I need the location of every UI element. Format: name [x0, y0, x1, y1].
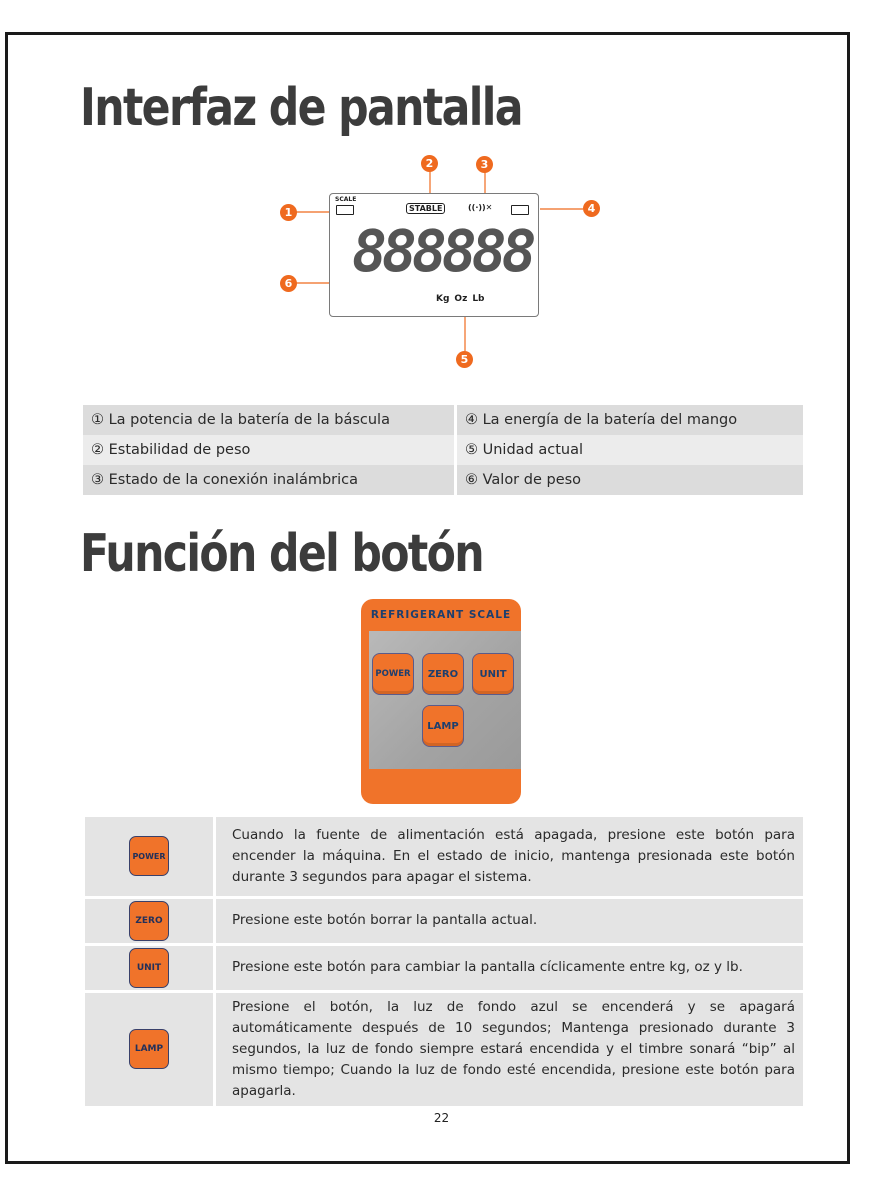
function-icon-cell — [85, 944, 215, 991]
legend-row — [83, 465, 803, 495]
button-function-table — [85, 817, 803, 1106]
unit-oz: Oz — [454, 294, 468, 304]
lamp-button-icon: LAMP — [129, 1029, 169, 1069]
legend-row — [83, 405, 803, 435]
function-description: Presione este botón para cambiar la pantalla cíclicamente entre kg, oz y lb. — [215, 944, 804, 991]
legend-item-5: ⑤ Unidad actual — [456, 435, 804, 465]
legend-item-6: ⑥ Valor de peso — [456, 465, 804, 495]
power-button-icon: POWER — [129, 836, 169, 876]
unit-labels — [436, 294, 485, 304]
scale-device-illustration — [361, 599, 521, 804]
unit-button-icon: UNIT — [129, 948, 169, 988]
unit-kg: Kg — [436, 294, 450, 304]
section-title-button-function: Función del botón — [80, 524, 483, 584]
device-unit-button: UNIT — [472, 653, 514, 695]
device-power-button: POWER — [372, 653, 414, 695]
legend-row — [83, 435, 803, 465]
callout-6: 6 — [280, 275, 297, 292]
callout-2: 2 — [421, 155, 438, 172]
lcd-legend-table — [83, 405, 803, 495]
legend-item-4: ④ La energía de la batería del mango — [456, 405, 804, 435]
function-icon-cell — [85, 991, 215, 1106]
stable-label: STABLE — [406, 203, 445, 214]
section-title-display-interface: Interfaz de pantalla — [80, 78, 522, 138]
zero-button-icon: ZERO — [129, 901, 169, 941]
function-row — [85, 991, 803, 1106]
unit-lb: Lb — [472, 294, 485, 304]
legend-item-2: ② Estabilidad de peso — [83, 435, 456, 465]
function-description: Cuando la fuente de alimentación está apagada, presione este botón para encender la máquina. En el estado de inicio, mantenga presionada este botón durante 3 segundos para apagar el sistema. — [215, 817, 804, 897]
callout-5: 5 — [456, 351, 473, 368]
function-row — [85, 897, 803, 944]
callout-3: 3 — [476, 156, 493, 173]
legend-item-1: ① La potencia de la batería de la báscula — [83, 405, 456, 435]
scale-battery-icon — [336, 205, 354, 215]
scale-label: SCALE — [335, 196, 357, 203]
callout-1: 1 — [280, 204, 297, 221]
lcd-screen — [329, 193, 539, 317]
device-lamp-button: LAMP — [422, 705, 464, 747]
function-description: Presione este botón borrar la pantalla actual. — [215, 897, 804, 944]
function-row — [85, 817, 803, 897]
wireless-icon: ((·))✕ — [468, 203, 493, 212]
function-icon-cell — [85, 817, 215, 897]
lcd-leader-lines — [0, 0, 883, 380]
device-brand-label: REFRIGERANT SCALE — [370, 609, 512, 621]
device-button-panel — [369, 631, 521, 769]
function-row — [85, 944, 803, 991]
weight-digits: 888888 — [352, 217, 532, 285]
function-icon-cell — [85, 897, 215, 944]
page-number: 22 — [433, 1111, 450, 1125]
function-description: Presione el botón, la luz de fondo azul se encenderá y se apagará automáticamente después de 10 segundos; Mantenga presionado durante 3 segundos, la luz de fondo siempre estará encendida y el timbre sonará “bip” al mismo tiempo; Cuando la luz de fondo esté encendida, presione este botón para apagarla. — [215, 991, 804, 1106]
handle-battery-icon — [511, 205, 529, 215]
legend-item-3: ③ Estado de la conexión inalámbrica — [83, 465, 456, 495]
callout-4: 4 — [583, 200, 600, 217]
device-zero-button: ZERO — [422, 653, 464, 695]
